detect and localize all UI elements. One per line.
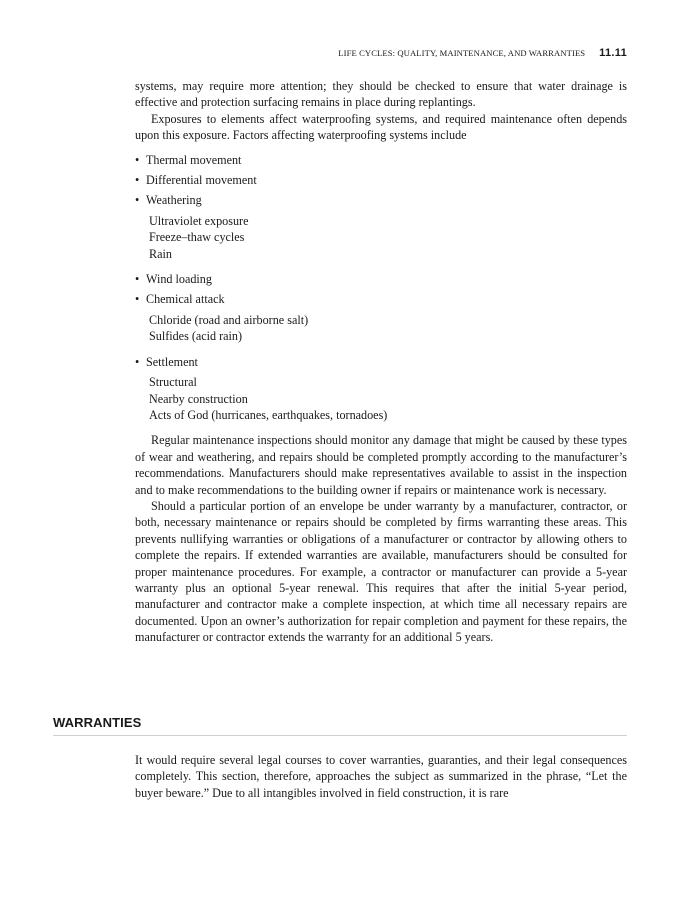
bullet-marker: • <box>135 292 140 307</box>
bullet-marker: • <box>135 272 140 287</box>
factor-subitem: Chloride (road and airborne salt) <box>149 312 309 327</box>
running-head <box>135 47 627 59</box>
factor-item <box>135 291 627 344</box>
paragraph-warranty-repairs: Should a particular portion of an envelope be under warranty by a manufacturer, contractor, or both, necessary maintenance or repairs should be completed by firms warranting these areas. This prevents nullifying warranties or obligations of a manufacturer or contractor by allowing others to complete the repairs. If extended warranties are available, manufacturers should be consulted for proper maintenance procedures. For example, a contractor or manufacturer can provide a 5-year warranty plus an optional 5-year renewal. This requires that after the initial 5-year period, manufacturer and contractor make a complete inspection, at which time all necessary repairs are documented. Upon an owner’s authorization for repair completion and payment for these repairs, the manufacturer or contractor extends the warranty for an additional 5 years. <box>135 498 627 645</box>
factor-label: Settlement <box>146 354 198 369</box>
bullet-marker: • <box>135 173 140 188</box>
warranties-text-column <box>135 752 627 801</box>
factor-item <box>135 192 627 262</box>
factor-subitem: Freeze–thaw cycles <box>149 230 245 245</box>
factor-label: Thermal movement <box>146 152 242 167</box>
factor-list <box>135 152 627 424</box>
bullet-marker: • <box>135 193 140 208</box>
bullet-marker: • <box>135 354 140 369</box>
factor-item <box>135 152 627 168</box>
factor-sublist <box>149 312 627 345</box>
factor-sublist <box>149 213 627 262</box>
main-text-column <box>135 78 627 646</box>
paragraph-continuation: systems, may require more attention; they should be checked to ensure that water drainage is effective and protection surfacing remains in place during replantings. <box>135 79 627 110</box>
running-head-title: LIFE CYCLES: QUALITY, MAINTENANCE, AND WARRANTIES <box>338 48 586 58</box>
paragraph-warranties-intro: It would require several legal courses to cover warranties, guaranties, and their legal consequences completely. This section, therefore, approaches the subject as summarized in the phrase, “Let the buyer beware.” Due to all intangibles involved in field construction, it is rare <box>135 753 627 800</box>
factor-label: Differential movement <box>146 173 257 188</box>
factor-item <box>135 271 627 287</box>
factor-subitem: Structural <box>149 375 197 390</box>
factor-label: Wind loading <box>146 272 212 287</box>
paragraph-maintenance-inspections: Regular maintenance inspections should monitor any damage that might be caused by these types of wear and weathering, and repairs should be completed promptly according to the manufacturer’s recommendations. Manufacturers should make representatives available to assist in the inspection and to make recommendations to the building owner if repairs or maintenance work is necessary. <box>135 433 627 497</box>
factor-item <box>135 172 627 188</box>
paragraph-exposures: Exposures to elements affect waterproofing systems, and required maintenance often depends upon this exposure. Factors affecting waterproofing systems include <box>135 111 627 143</box>
factor-subitem: Sulfides (acid rain) <box>149 329 243 344</box>
bullet-marker: • <box>135 152 140 167</box>
section-heading-warranties: WARRANTIES <box>53 715 627 736</box>
page-number: 11.11 <box>599 47 627 59</box>
factor-sublist <box>149 374 627 423</box>
factor-subitem: Acts of God (hurricanes, earthquakes, tornadoes) <box>149 407 388 422</box>
factor-subitem: Ultraviolet exposure <box>149 213 249 228</box>
factor-subitem: Nearby construction <box>149 391 248 406</box>
factor-label: Weathering <box>146 193 202 208</box>
factor-subitem: Rain <box>149 246 172 261</box>
factor-item <box>135 354 627 424</box>
factor-label: Chemical attack <box>146 292 225 307</box>
